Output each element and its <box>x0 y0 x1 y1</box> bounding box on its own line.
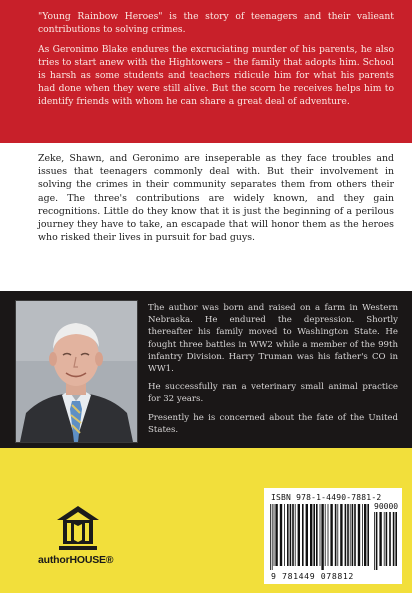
barcode-bar <box>306 504 308 566</box>
author-bio-paragraph-2: He successfully ran a veterinary small animal practice for 32 years. <box>148 382 398 405</box>
barcode-bar <box>393 512 395 566</box>
barcode-bar <box>274 504 275 566</box>
barcode-bar <box>330 504 332 566</box>
barcode-bar <box>321 504 323 570</box>
barcode-bar <box>325 504 326 566</box>
author-band <box>0 291 412 448</box>
barcode-bar <box>354 504 356 566</box>
synopsis-main-band <box>0 143 412 291</box>
barcode-bar <box>386 512 388 566</box>
publisher-logo <box>38 504 118 574</box>
barcode-bar <box>379 512 381 566</box>
synopsis-intro-band <box>0 0 412 143</box>
barcode-bar <box>347 504 349 566</box>
barcode-bar <box>367 504 369 566</box>
barcode-bar <box>320 504 321 566</box>
barcode-bar <box>302 504 304 566</box>
synopsis-paragraph-2: As Geronimo Blake endures the excruciating murder of his parents, he also tries to start anew with the Hightowers – the family that adopts him. School is harsh as some students and teachers ridicule him for what his parents had done when they were still alive. But the scorn he receives helps him to identify friends with whom he can share a great deal of adventure. <box>38 44 394 107</box>
barcode-bar <box>290 504 292 566</box>
barcode-bar <box>345 504 347 566</box>
barcode-bar <box>350 504 351 566</box>
barcode-bar <box>310 504 312 566</box>
barcode-bar <box>395 512 397 566</box>
house-book-icon <box>55 504 101 552</box>
publisher-band <box>0 448 412 593</box>
barcode-bar <box>358 504 360 566</box>
barcode-bar <box>275 504 277 566</box>
barcode-bar <box>362 504 363 566</box>
barcode-bar <box>340 504 342 566</box>
addon-barcode <box>374 512 400 570</box>
ean-digits: 9 781449 078812 <box>271 571 354 581</box>
author-bio <box>148 302 398 442</box>
publisher-name: authorHOUSE® <box>38 554 114 566</box>
barcode-bar <box>287 504 289 566</box>
author-bio-paragraph-1: The author was born and raised on a farm in Western Nebraska. He endured the depression. Shortly thereafter his family moved to Washington State. He fought three battles in WW2 while a member of the 99th infantry Division. Harry Truman was his father's CO in WW1. <box>148 303 398 375</box>
barcode-bar <box>313 504 315 566</box>
synopsis-paragraph-3: Zeke, Shawn, and Geronimo are inseperable as they face troubles and issues that teenagers commonly deal with. But their involvement in solving the crimes in their community separates them from others their age. The three's contributions are widely known, and they gain recognitions. Little do they know that it is just the beginning of a perilous journey they have to take, an escapade that will honor them as the heroes who risked their lives in pursuit for bad guys. <box>38 153 394 244</box>
isbn-number: ISBN 978-1-4490-7881-2 <box>271 493 382 502</box>
barcode-bar <box>374 512 375 570</box>
barcode-bar <box>384 512 385 566</box>
barcode-bar <box>352 504 354 566</box>
price-code: 90000 <box>374 502 399 511</box>
barcode-bar <box>376 512 378 570</box>
barcode-bar <box>328 504 329 566</box>
barcode-bar <box>389 512 391 566</box>
barcode-bar <box>292 504 294 566</box>
barcode-bar <box>316 504 318 566</box>
barcode-bar <box>335 504 337 566</box>
ean-barcode <box>270 504 370 570</box>
author-photo <box>15 300 138 443</box>
barcode-bar <box>270 504 271 570</box>
author-portrait-illustration <box>16 301 137 442</box>
barcode-bar <box>284 504 285 566</box>
barcode-bar <box>272 504 273 570</box>
barcode-bar <box>364 504 366 566</box>
synopsis-paragraph-1: "Young Rainbow Heroes" is the story of teenagers and their valieant contributions to solving crimes. <box>38 11 394 35</box>
author-bio-paragraph-3: Presently he is concerned about the fate of the United States. <box>148 412 398 435</box>
barcode-bar <box>298 504 300 566</box>
barcode-label <box>264 488 402 584</box>
barcode-bar <box>280 504 282 566</box>
barcode-bar <box>337 504 338 566</box>
barcode-bar <box>295 504 296 566</box>
